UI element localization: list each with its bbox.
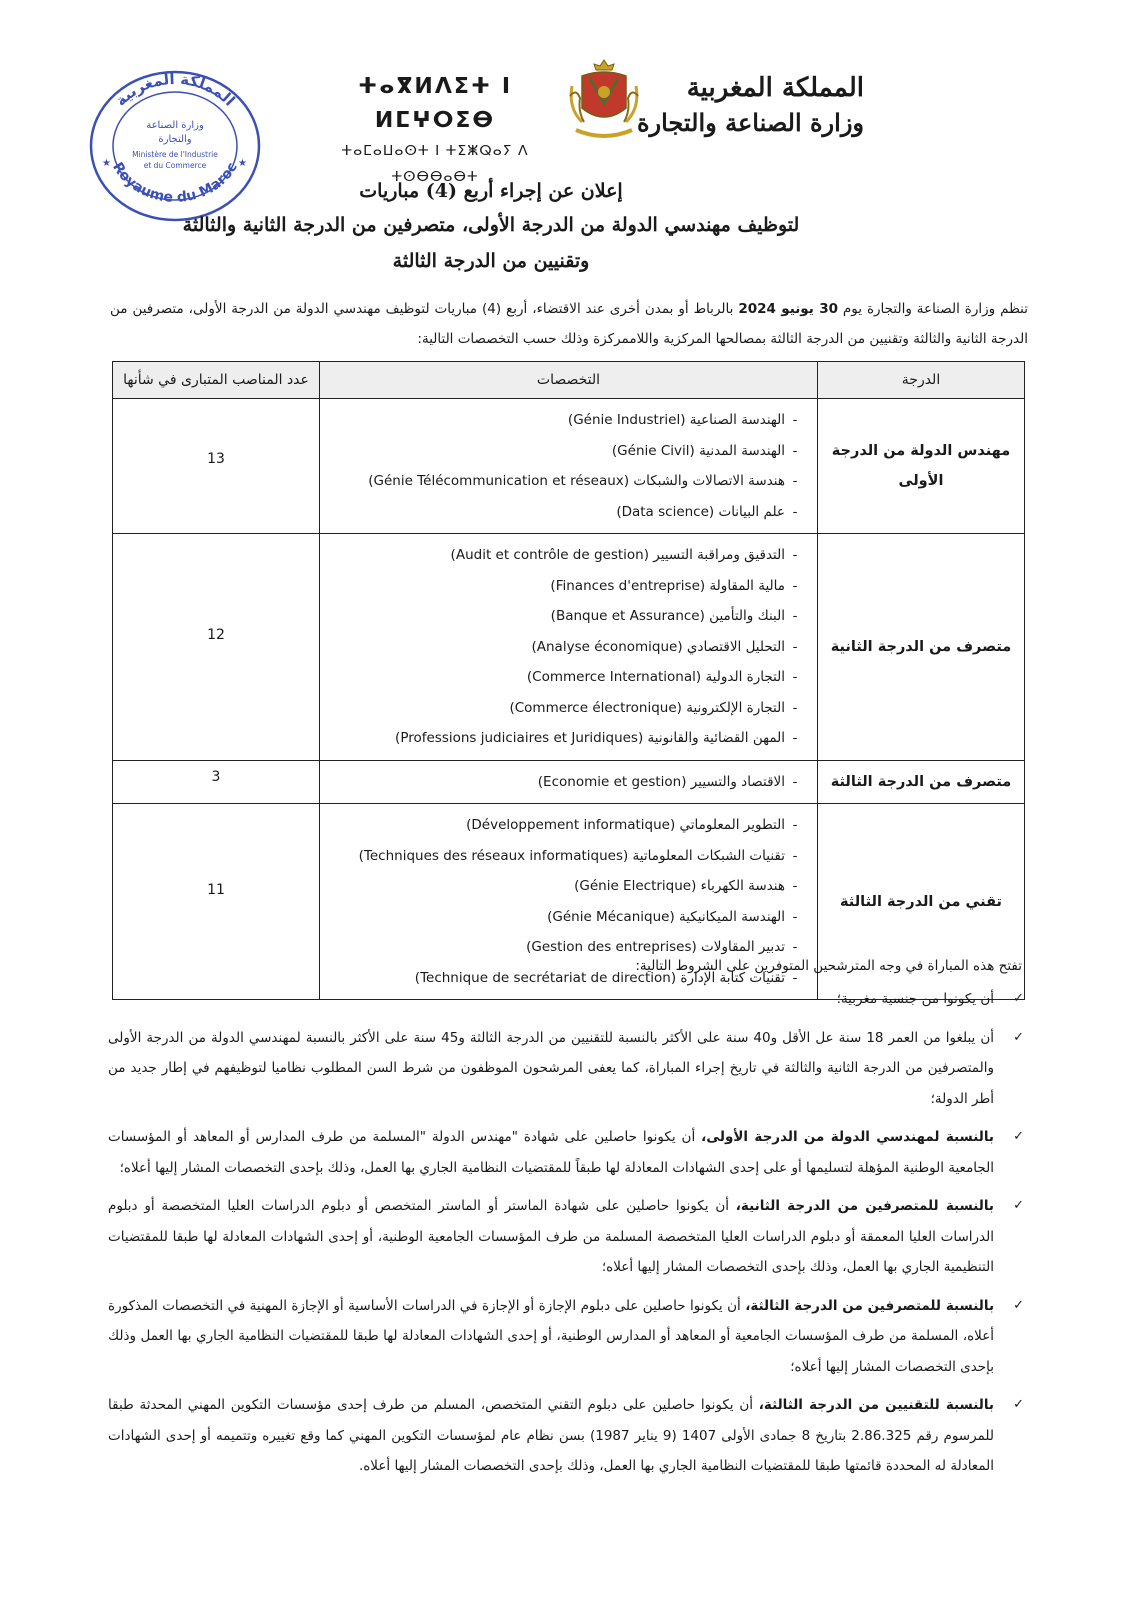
bullet-dash: - — [792, 730, 798, 747]
ministry-arabic: وزارة الصناعة والتجارة — [636, 108, 864, 137]
checkmark-icon: ✓ — [1013, 991, 1024, 1006]
specialties-cell — [320, 534, 818, 761]
specialty-label: التطوير المعلوماتي (Développement informatique) — [466, 817, 785, 834]
table-row — [113, 760, 1025, 804]
title-line-3: وتقنيين من الدرجة الثالثة — [392, 250, 590, 272]
specialty-label: المهن القضائية والقانونية (Professions judiciaires et Juridiques) — [395, 730, 785, 747]
list-item — [328, 902, 805, 933]
checkmark-icon: ✓ — [1013, 1397, 1024, 1412]
specialty-label: هندسة الكهرباء (Génie Electrique) — [574, 878, 785, 895]
table-row — [113, 534, 1025, 761]
specialty-label: التحليل الاقتصادي (Analyse économique) — [531, 638, 785, 655]
specialty-label: علم البيانات (Data science) — [616, 503, 785, 520]
specialty-label: تدبير المقاولات (Gestion des entreprises) — [526, 939, 785, 956]
grade-cell: تقني من الدرجة الثالثة — [818, 804, 1025, 1000]
svg-text:★: ★ — [102, 158, 111, 169]
exam-date: 30 يونيو 2024 — [738, 301, 838, 317]
specialty-label: مالية المقاولة (Finances d'entreprise) — [550, 577, 785, 594]
positions-count-cell — [113, 399, 320, 534]
specialty-label: الهندسة المدنية (Génie Civil) — [611, 442, 785, 459]
svg-text:Royaume du Maroc: Royaume du Maroc — [109, 159, 241, 206]
condition-item — [108, 984, 1028, 1015]
condition-item — [108, 1023, 1028, 1115]
svg-text:المملكة المغربية: المملكة المغربية — [111, 69, 239, 110]
bullet-dash: - — [792, 638, 798, 655]
table-header-row — [113, 362, 1025, 399]
checkmark-icon: ✓ — [1013, 1029, 1024, 1045]
specialty-label: تقنيات الشبكات المعلوماتية (Techniques des réseaux informatiques) — [358, 847, 785, 864]
list-item — [328, 405, 805, 436]
positions-table — [112, 361, 1025, 1000]
checkmark-icon: ✓ — [1013, 1198, 1024, 1213]
coat-of-arms-icon — [566, 56, 642, 146]
specialty-label: هندسة الاتصالات والشبكات (Génie Télécommunication et réseaux) — [368, 473, 785, 490]
ministry-tifinagh: ⵜⴰⵎⴰⵡⴰⵙⵜ ⵏ ⵜⵉⵥⵕⴰⵢ ⴷ ⵜⵙⴱⴱⴰⴱⵜ — [341, 143, 529, 185]
specialties-cell — [320, 399, 818, 534]
kingdom-arabic: المملكة المغربية — [686, 73, 864, 103]
positions-count: 13 — [207, 451, 225, 467]
bullet-dash: - — [792, 608, 798, 625]
bullet-dash: - — [792, 878, 798, 895]
list-item — [328, 632, 805, 663]
condition-item — [108, 1191, 1028, 1283]
bullet-dash: - — [792, 412, 798, 429]
condition-text: أن يكونوا حاصلين على دبلوم الإجازة أو الإجازة في الدراسات الأساسية أو الإجازة المهنية في التخصصات المذكورة أعلاه، المسلمة من طرف المؤسسات الجامعية أو المعاهد أو المدارس الوطنية، أو إحدى الشهادات المعادلة لها طبقا للمقتضيات النظامية الجاري بها العمل وذلك بإحدى التخصصات المشار إليها أعلاه؛ — [108, 1297, 994, 1375]
title-line-1: إعلان عن إجراء أربع (4) مباريات — [359, 180, 623, 202]
list-item — [328, 466, 805, 497]
specialty-label: الهندسة الميكانيكية (Génie Mécanique) — [547, 908, 785, 925]
bullet-dash: - — [792, 577, 798, 594]
header-grade: الدرجة — [818, 362, 1025, 399]
condition-text: أن يبلغوا من العمر 18 سنة عل الأقل و40 سنة على الأكثر بالنسبة للتقنيين من الدرجة الثالثة و45 سنة على الأكثر بالنسبة لمهندسي الدولة من الدرجة الأولى والمتصرفين من الدرجة الثانية والثالثة في تاريخ إجراء المباراة، كما يعفى المرشحون الموظفون من شرط السن المطلوب نظاميا لتوظيفهم في إطار جديد من أطر الدولة؛ — [108, 1029, 994, 1107]
bullet-dash: - — [792, 442, 798, 459]
kingdom-tifinagh: ⵜⴰⴳⵍⴷⵉⵜ ⵏ ⵍⵎⵖⵔⵉⴱ — [357, 74, 513, 133]
checkmark-icon: ✓ — [1013, 1129, 1024, 1144]
condition-text: أن يكونوا حاصلين على شهادة "مهندس الدولة "المسلمة من طرف المدارس أو المعاهد أو المؤسسات الجامعية الوطنية المؤهلة لتسليمها أو على إحدى الشهادات المعادلة لها طبقاً للمقتضيات النظامية الجاري بها العمل، وذلك بإحدى التخصصات المشار إليها أعلاه؛ — [108, 1129, 994, 1176]
grade-cell: مهندس الدولة من الدرجة الأولى — [818, 399, 1025, 534]
list-item — [328, 436, 805, 467]
list-item — [328, 693, 805, 724]
condition-text: أن يكونوا من جنسية مغربية؛ — [836, 991, 994, 1007]
header-tifinagh — [325, 70, 545, 190]
specialty-label: التجارة الإلكترونية (Commerce électronique) — [509, 699, 785, 716]
specialties-cell — [320, 760, 818, 804]
svg-text:et du Commerce: et du Commerce — [143, 161, 207, 170]
header-count: عدد المناصب المتبارى في شأنها — [113, 362, 320, 399]
condition-lead: بالنسبة لمهندسي الدولة من الدرجة الأولى، — [701, 1129, 994, 1145]
condition-item — [108, 1291, 1028, 1383]
svg-text:وزارة الصناعة: وزارة الصناعة — [146, 120, 204, 131]
checkmark-icon: ✓ — [1013, 1297, 1024, 1313]
list-item — [328, 871, 805, 902]
condition-text: أن يكونوا حاصلين على شهادة الماستر أو الماستر المتخصص أو دبلوم الدراسات العليا المتخصصة أو دبلوم الدراسات العليا المعمقة أو دبلوم الدراسات العليا المتخصصة المسلمة من طرف المؤسسات الجامعية الوطنية، أو إحدى الشهادات المعادلة لها طبقا للمقتضيات التنظيمية الجاري بها العمل، وذلك بإحدى التخصصات المشار إليها أعلاه؛ — [108, 1198, 994, 1275]
bullet-dash: - — [792, 939, 798, 956]
specialty-label: تقنيات كتابة الإدارة (Technique de secrétariat de direction) — [414, 969, 785, 986]
header-arabic — [637, 70, 864, 140]
specialty-label: التدقيق ومراقبة التسيير (Audit et contrôle de gestion) — [450, 547, 785, 564]
svg-text:والتجارة: والتجارة — [158, 134, 192, 145]
bullet-dash: - — [792, 699, 798, 716]
specialty-label: البنك والتأمين (Banque et Assurance) — [550, 608, 785, 625]
intro-text-end: بالرباط أو بمدن أخرى عند الاقتضاء، أربع (4) مباريات لتوظيف مهندسي الدولة من الدرجة الأولى، متصرفين من الدرجة الثانية والثالثة وتقنيين من الدرجة الثالثة بمصالحها المركزية واللاممركزة وذلك حسب التخصصات التالية: — [110, 301, 1028, 347]
bullet-dash: - — [792, 969, 798, 986]
list-item — [328, 841, 805, 872]
bullet-dash: - — [792, 908, 798, 925]
list-item — [328, 540, 805, 571]
list-item — [328, 810, 805, 841]
bullet-dash: - — [792, 847, 798, 864]
intro-paragraph — [110, 294, 1028, 354]
positions-count-cell — [113, 804, 320, 1000]
list-item — [328, 767, 805, 798]
conditions-heading: تفتح هذه المباراة في وجه المترشحين المتوفرين على الشروط التالية: — [635, 958, 1022, 974]
positions-count-cell — [113, 760, 320, 804]
list-item — [328, 723, 805, 754]
specialty-label: الهندسة الصناعية (Génie Industriel) — [567, 412, 785, 429]
conditions-list — [108, 984, 1028, 1490]
positions-count-cell — [113, 534, 320, 761]
announcement-title — [120, 174, 862, 280]
condition-item — [108, 1122, 1028, 1183]
specialty-label: التجارة الدولية (Commerce International) — [526, 669, 785, 686]
bullet-dash: - — [792, 817, 798, 834]
svg-text:Ministère de l'Industrie: Ministère de l'Industrie — [132, 150, 218, 159]
list-item — [328, 497, 805, 528]
grade-cell: متصرف من الدرجة الثانية — [818, 534, 1025, 761]
positions-count: 12 — [207, 627, 225, 643]
intro-text-start: تنظم وزارة الصناعة والتجارة يوم — [837, 301, 1028, 317]
title-line-2: لتوظيف مهندسي الدولة من الدرجة الأولى، متصرفين من الدرجة الثانية والثالثة — [182, 214, 800, 236]
condition-text: أن يكونوا حاصلين على دبلوم التقني المتخصص، المسلم من طرف إحدى مؤسسات التكوين المهني المحدثة طبقا للمرسوم رقم 2.86.325 بتاريخ 8 جمادى الأولى 1407 (9 يناير 1987) بسن نظام عام لمؤسسات التكوين المهني كما وقع تغييره وتتميمه أو إحدى الشهادات المعادلة له المحددة قائمتها طبقا للمقتضيات النظامية الجاري بها العمل، وذلك بإحدى التخصصات المشار إليها أعلاه. — [108, 1397, 994, 1474]
header-specialties: التخصصات — [320, 362, 818, 399]
specialty-label: الاقتصاد والتسيير (Economie et gestion) — [537, 773, 785, 790]
bullet-dash: - — [792, 503, 798, 520]
bullet-dash: - — [792, 473, 798, 490]
bullet-dash: - — [792, 669, 798, 686]
list-item — [328, 571, 805, 602]
bullet-dash: - — [792, 547, 798, 564]
svg-text:★: ★ — [238, 158, 247, 169]
condition-lead: بالنسبة للتقنيين من الدرجة الثالثة، — [758, 1397, 994, 1413]
condition-lead: بالنسبة للمتصرفين من الدرجة الثانية، — [735, 1198, 994, 1214]
list-item — [328, 662, 805, 693]
positions-count: 3 — [211, 768, 221, 785]
positions-count: 11 — [207, 882, 225, 898]
table-row — [113, 399, 1025, 534]
list-item — [328, 601, 805, 632]
condition-lead: بالنسبة للمتصرفين من الدرجة الثالثة، — [745, 1297, 995, 1314]
condition-item — [108, 1390, 1028, 1482]
grade-cell: متصرف من الدرجة الثالثة — [818, 760, 1025, 804]
bullet-dash: - — [792, 773, 798, 790]
